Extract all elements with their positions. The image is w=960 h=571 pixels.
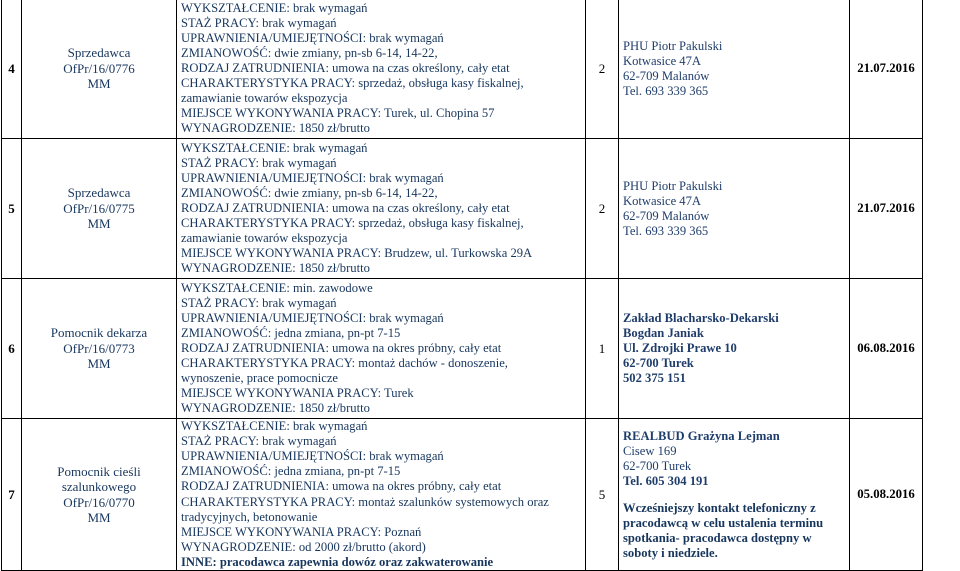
experience-line: STAŻ PRACY: brak wymagań bbox=[181, 434, 337, 449]
employer-cell bbox=[619, 419, 850, 571]
employer-street: Kotwasice 47A bbox=[623, 193, 701, 208]
job-description-cont: tradycyjnych, betonowanie bbox=[181, 509, 318, 524]
employer-name: REALBUD Grażyna Lejman bbox=[623, 428, 780, 443]
job-description-line: CHARAKTERYSTYKA PRACY: sprzedaż, obsługa kasy fiskalnej, bbox=[181, 76, 524, 91]
skills-line: UPRAWNIENIA/UMIEJĘTNOŚCI: brak wymagań bbox=[181, 30, 444, 45]
requirements-cell bbox=[177, 419, 586, 571]
employer-name: PHU Piotr Pakulski bbox=[623, 38, 723, 53]
shifts-line: ZMIANOWOŚĆ: jedna zmiana, pn-pt 7-15 bbox=[181, 464, 401, 479]
employer-cell bbox=[619, 0, 850, 139]
contact-note-line: spotkania- pracodawca dostępny w bbox=[623, 530, 812, 545]
position-title: Pomocnik cieśli szalunkowego bbox=[57, 463, 141, 494]
workplace-line: MIEJSCE WYKONYWANIA PRACY: Brudzew, ul. Turkowska 29A bbox=[181, 246, 533, 261]
employer-city: 62-700 Turek bbox=[623, 356, 694, 370]
shifts-line: ZMIANOWOŚĆ: dwie zmiany, pn-sb 6-14, 14-22, bbox=[181, 45, 438, 60]
employer-street: Ul. Zdrojki Prawe 10 bbox=[623, 341, 737, 355]
employer-phone: Tel. 693 339 365 bbox=[623, 223, 709, 238]
offer-code: OfPr/16/0770 bbox=[63, 494, 135, 510]
workplace-line: MIEJSCE WYKONYWANIA PRACY: Turek bbox=[181, 386, 414, 401]
employer-street: Kotwasice 47A bbox=[623, 53, 701, 68]
employment-type-line: RODZAJ ZATRUDNIENIA: umowa na czas określony, cały etat bbox=[181, 60, 510, 75]
position-cell bbox=[22, 139, 177, 279]
education-line: WYKSZTAŁCENIE: brak wymagań bbox=[181, 140, 368, 155]
position-cell bbox=[22, 279, 177, 419]
table-row bbox=[2, 419, 923, 571]
consultant-code: MM bbox=[87, 76, 111, 92]
salary-line: WYNAGRODZENIE: 1850 zł/brutto bbox=[181, 121, 370, 136]
employer-city: 62-700 Turek bbox=[623, 458, 692, 473]
shifts-line: ZMIANOWOŚĆ: jedna zmiana, pn-pt 7-15 bbox=[181, 325, 401, 340]
vacancy-count: 1 bbox=[586, 279, 619, 419]
skills-line: UPRAWNIENIA/UMIEJĘTNOŚCI: brak wymagań bbox=[181, 170, 444, 185]
job-description-line: CHARAKTERYSTYKA PRACY: sprzedaż, obsługa kasy fiskalnej, bbox=[181, 216, 524, 231]
job-description-line: CHARAKTERYSTYKA PRACY: montaż szalunków systemowych oraz bbox=[181, 494, 549, 509]
requirements-cell bbox=[177, 139, 586, 279]
job-description-cont: zamawianie towarów ekspozycja bbox=[181, 231, 348, 246]
vacancy-count: 2 bbox=[586, 139, 619, 279]
experience-line: STAŻ PRACY: brak wymagań bbox=[181, 295, 337, 310]
other-info-line: INNE: pracodawca zapewnia dowóz oraz zakwaterowanie bbox=[181, 554, 494, 569]
salary-line: WYNAGRODZENIE: od 2000 zł/brutto (akord) bbox=[181, 539, 426, 554]
requirements-cell bbox=[177, 0, 586, 139]
vacancy-count: 2 bbox=[586, 0, 619, 139]
job-description-line: CHARAKTERYSTYKA PRACY: montaż dachów - donoszenie, bbox=[181, 356, 508, 371]
contact-note-line: pracodawcą w celu ustalenia terminu bbox=[623, 515, 824, 530]
offer-code: OfPr/16/0773 bbox=[63, 340, 135, 356]
position-title: Pomocnik dekarza bbox=[50, 325, 148, 341]
offer-date: 06.08.2016 bbox=[850, 279, 923, 419]
job-offers-table bbox=[1, 0, 923, 571]
education-line: WYKSZTAŁCENIE: min. zawodowe bbox=[181, 280, 373, 295]
employer-phone: Tel. 605 304 191 bbox=[623, 473, 709, 488]
row-number: 7 bbox=[2, 419, 22, 571]
salary-line: WYNAGRODZENIE: 1850 zł/brutto bbox=[181, 401, 370, 416]
contact-note-line: Wcześniejszy kontakt telefoniczny z bbox=[623, 500, 816, 515]
table-row bbox=[2, 139, 923, 279]
experience-line: STAŻ PRACY: brak wymagań bbox=[181, 15, 337, 30]
offer-date: 05.08.2016 bbox=[850, 419, 923, 571]
offer-date: 21.07.2016 bbox=[850, 139, 923, 279]
employer-city: 62-709 Malanów bbox=[623, 68, 710, 83]
employment-type-line: RODZAJ ZATRUDNIENIA: umowa na okres próbny, cały etat bbox=[181, 340, 502, 355]
skills-line: UPRAWNIENIA/UMIEJĘTNOŚCI: brak wymagań bbox=[181, 449, 444, 464]
education-line: WYKSZTAŁCENIE: brak wymagań bbox=[181, 0, 368, 15]
salary-line: WYNAGRODZENIE: 1850 zł/brutto bbox=[181, 261, 370, 276]
employer-name: Zakład Blacharsko-Dekarski bbox=[623, 311, 779, 325]
shifts-line: ZMIANOWOŚĆ: dwie zmiany, pn-sb 6-14, 14-22, bbox=[181, 185, 438, 200]
employer-city: 62-709 Malanów bbox=[623, 208, 710, 223]
requirements-cell bbox=[177, 279, 586, 419]
employer-name: PHU Piotr Pakulski bbox=[623, 178, 723, 193]
experience-line: STAŻ PRACY: brak wymagań bbox=[181, 155, 337, 170]
contact-note-line: soboty i niedziele. bbox=[623, 545, 718, 560]
employer-street: Cisew 169 bbox=[623, 443, 677, 458]
row-number: 6 bbox=[2, 279, 22, 419]
table-row bbox=[2, 0, 923, 139]
position-cell bbox=[22, 0, 177, 139]
position-title: Sprzedawca bbox=[67, 45, 131, 61]
employer-phone: Tel. 693 339 365 bbox=[623, 83, 709, 98]
skills-line: UPRAWNIENIA/UMIEJĘTNOŚCI: brak wymagań bbox=[181, 310, 444, 325]
education-line: WYKSZTAŁCENIE: brak wymagań bbox=[181, 419, 368, 434]
consultant-code: MM bbox=[87, 216, 111, 232]
workplace-line: MIEJSCE WYKONYWANIA PRACY: Poznań bbox=[181, 524, 422, 539]
row-number: 4 bbox=[2, 0, 22, 139]
offer-date: 21.07.2016 bbox=[850, 0, 923, 139]
consultant-code: MM bbox=[87, 510, 111, 525]
vacancy-count: 5 bbox=[586, 419, 619, 571]
employment-type-line: RODZAJ ZATRUDNIENIA: umowa na okres próbny, cały etat bbox=[181, 479, 502, 494]
offer-code: OfPr/16/0775 bbox=[63, 200, 135, 216]
contact-note bbox=[623, 501, 845, 561]
job-description-cont: wynoszenie, prace pomocnicze bbox=[181, 371, 338, 386]
job-description-cont: zamawianie towarów ekspozycja bbox=[181, 91, 348, 106]
row-number: 5 bbox=[2, 139, 22, 279]
position-title: Sprzedawca bbox=[67, 185, 131, 201]
employer-cell bbox=[619, 139, 850, 279]
employer-phone: 502 375 151 bbox=[623, 371, 686, 385]
workplace-line: MIEJSCE WYKONYWANIA PRACY: Turek, ul. Chopina 57 bbox=[181, 106, 495, 121]
position-cell bbox=[22, 419, 177, 571]
table-row bbox=[2, 279, 923, 419]
offer-code: OfPr/16/0776 bbox=[63, 60, 135, 76]
consultant-code: MM bbox=[87, 356, 111, 372]
employment-type-line: RODZAJ ZATRUDNIENIA: umowa na czas określony, cały etat bbox=[181, 200, 510, 215]
employer-cell bbox=[619, 279, 850, 419]
employer-owner: Bogdan Janiak bbox=[623, 326, 704, 340]
